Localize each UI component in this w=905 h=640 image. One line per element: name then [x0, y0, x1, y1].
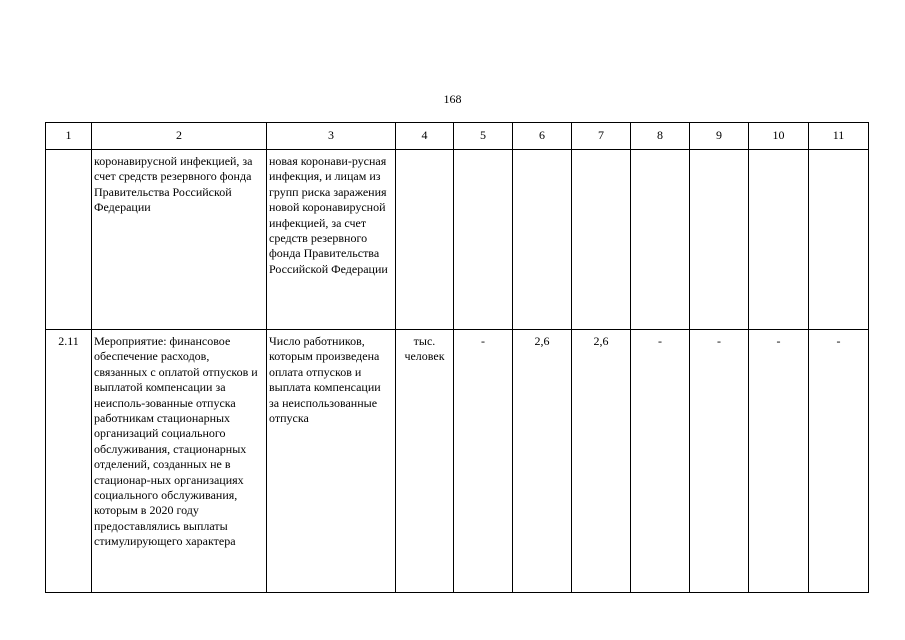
column-header: 1 — [46, 123, 92, 150]
table-cell: Число работников, которым произведена оплата отпусков и выплата компенсации за неиспользованные отпуска — [267, 330, 396, 593]
data-table — [45, 122, 869, 593]
column-header: 7 — [572, 123, 631, 150]
table-cell — [749, 150, 809, 330]
table-cell: 2,6 — [513, 330, 572, 593]
table-cell — [46, 150, 92, 330]
table-cell — [572, 150, 631, 330]
page-number: 168 — [443, 92, 462, 106]
column-header: 8 — [631, 123, 690, 150]
table-header-row — [46, 123, 869, 150]
column-header: 6 — [513, 123, 572, 150]
table-cell: 2,6 — [572, 330, 631, 593]
column-header: 11 — [809, 123, 869, 150]
table-cell — [454, 150, 513, 330]
table-cell: - — [690, 330, 749, 593]
table-cell — [513, 150, 572, 330]
table-row — [46, 330, 869, 593]
table-cell — [690, 150, 749, 330]
table-cell: - — [749, 330, 809, 593]
column-header: 5 — [454, 123, 513, 150]
table-cell: тыс. человек — [396, 330, 454, 593]
table-cell: новая коронави-русная инфекция, и лицам из групп риска заражения новой коронавирусной инфекцией, за счет средств резервного фонда Правительства Российской Федерации — [267, 150, 396, 330]
table-cell: Мероприятие: финансовое обеспечение расходов, связанных с оплатой отпусков и выплатой компенсации за неисполь-зованные отпуска работникам стационарных организаций социального обслуживания, стационарных отделений, созданных не в стационар-ных организациях социального обслуживания, которым в 2020 году предоставлялись выплаты стимулирующего характера — [92, 330, 267, 593]
column-header: 10 — [749, 123, 809, 150]
column-header: 4 — [396, 123, 454, 150]
table-cell: 2.11 — [46, 330, 92, 593]
table-cell — [396, 150, 454, 330]
column-header: 9 — [690, 123, 749, 150]
column-header: 2 — [92, 123, 267, 150]
column-header: 3 — [267, 123, 396, 150]
table-cell — [809, 150, 869, 330]
table-cell: - — [809, 330, 869, 593]
table-cell: - — [454, 330, 513, 593]
table-cell: - — [631, 330, 690, 593]
table-cell: коронавирусной инфекцией, за счет средств резервного фонда Правительства Российской Федерации — [92, 150, 267, 330]
table-row — [46, 150, 869, 330]
table-cell — [631, 150, 690, 330]
